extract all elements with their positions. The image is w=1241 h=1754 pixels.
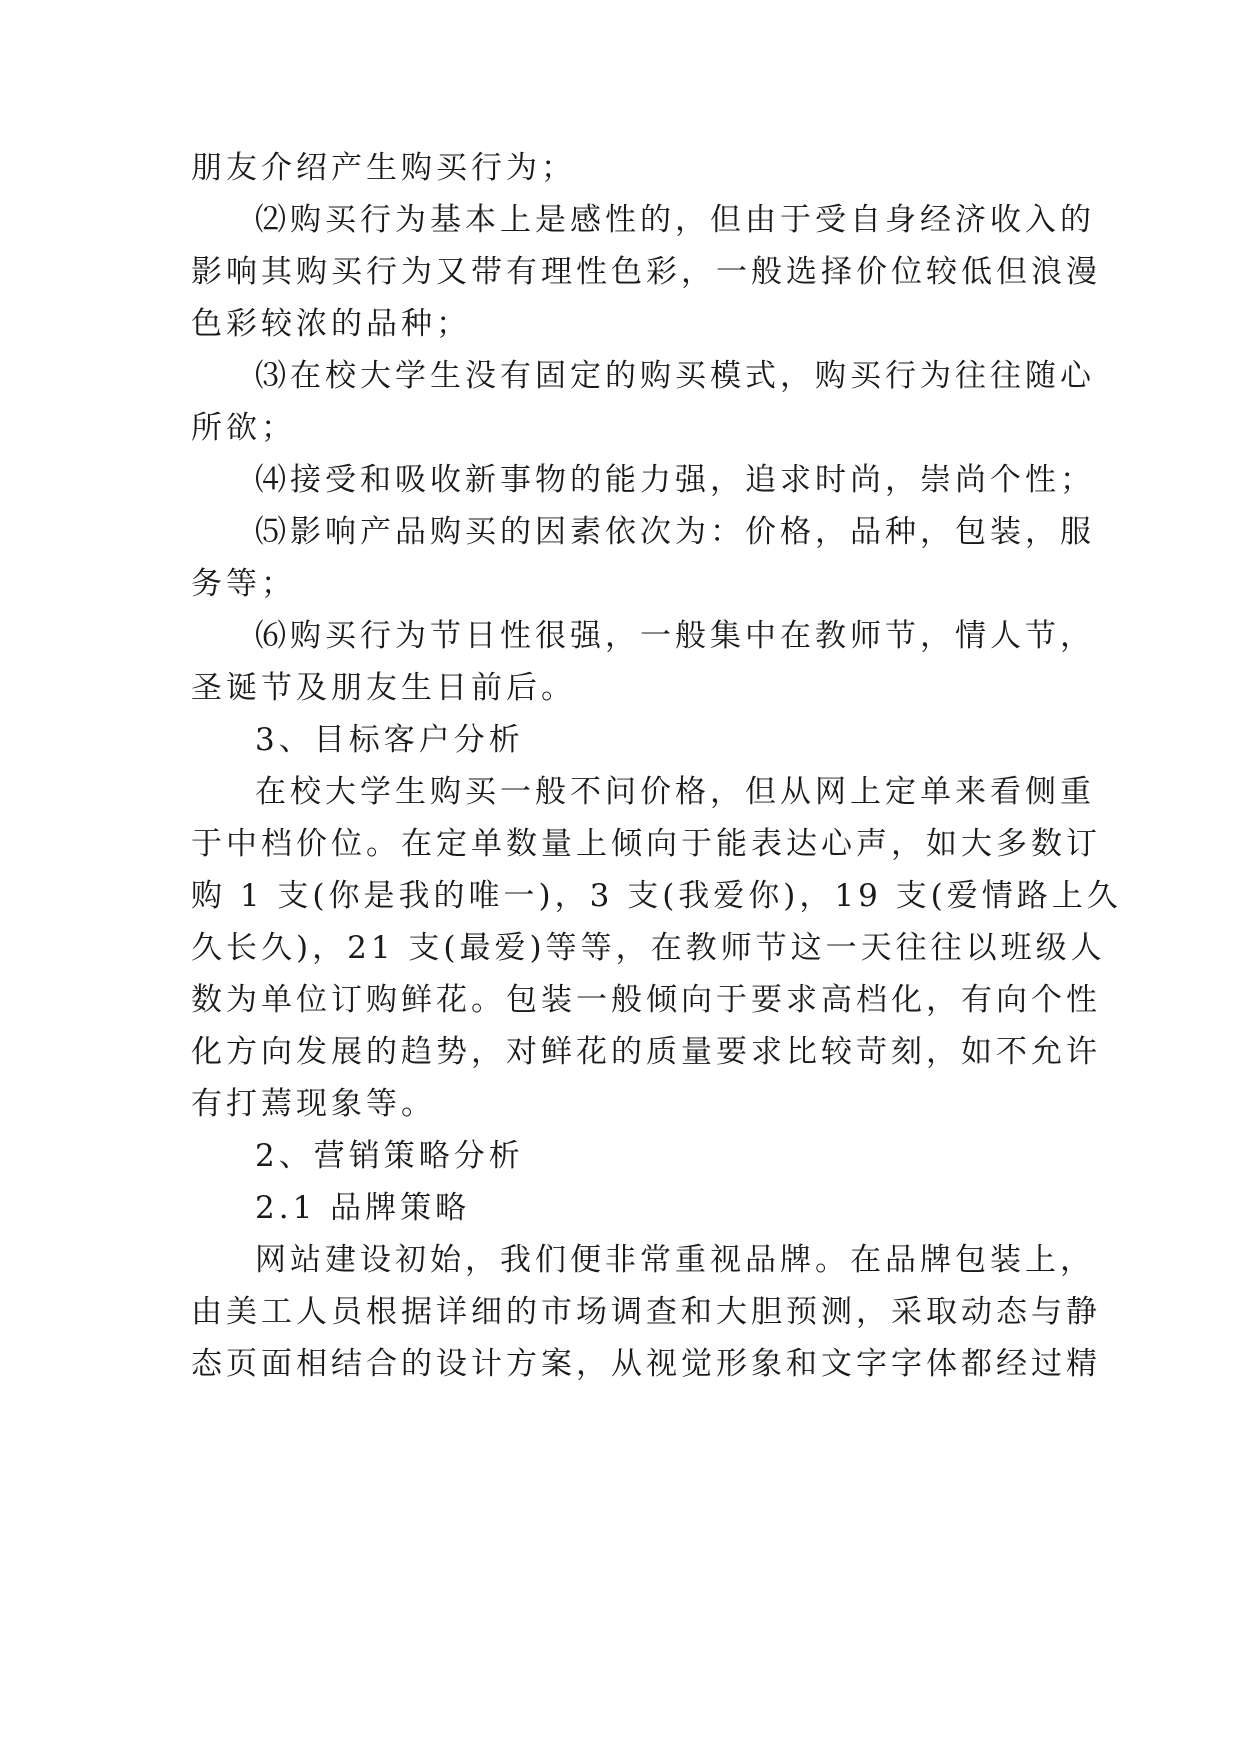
section-heading: 3、目标客户分析 xyxy=(255,722,524,758)
text-line: ⑵购买行为基本上是感性的，但由于受自身经济收入的 xyxy=(255,202,1095,238)
text-line: ⑶在校大学生没有固定的购买模式，购买行为往往随心 xyxy=(255,358,1095,394)
text-line: 数为单位订购鲜花。包装一般倾向于要求高档化，有向个性 xyxy=(191,982,1101,1018)
text-line: 色彩较浓的品种； xyxy=(191,306,471,342)
text-line: 影响其购买行为又带有理性色彩，一般选择价位较低但浪漫 xyxy=(191,254,1101,290)
text-line: 在校大学生购买一般不问价格，但从网上定单来看侧重 xyxy=(255,774,1095,810)
text-line: 务等； xyxy=(191,566,296,602)
text-line: 所欲； xyxy=(191,410,296,446)
text-line: 由美工人员根据详细的市场调查和大胆预测，采取动态与静 xyxy=(191,1294,1101,1330)
text-line: ⑹购买行为节日性很强，一般集中在教师节，情人节， xyxy=(255,618,1095,654)
text-line: 久长久)，21 支(最爱)等等，在教师节这一天往往以班级人 xyxy=(191,930,1106,966)
text-line: 购 1 支(你是我的唯一)，3 支(我爱你)，19 支(爱情路上久 xyxy=(191,878,1122,914)
section-heading: 2、营销策略分析 xyxy=(255,1138,524,1174)
text-line: 态页面相结合的设计方案，从视觉形象和文字字体都经过精 xyxy=(191,1346,1101,1382)
text-line: ⑸影响产品购买的因素依次为：价格，品种，包装，服 xyxy=(255,514,1095,550)
text-line: 网站建设初始，我们便非常重视品牌。在品牌包装上， xyxy=(255,1242,1095,1278)
text-line: 于中档价位。在定单数量上倾向于能表达心声，如大多数订 xyxy=(191,826,1101,862)
text-line: 有打蔫现象等。 xyxy=(191,1086,436,1122)
text-line: 朋友介绍产生购买行为； xyxy=(191,150,576,186)
text-line: 化方向发展的趋势，对鲜花的质量要求比较苛刻，如不允许 xyxy=(191,1034,1101,1070)
subsection-heading: 2.1 品牌策略 xyxy=(255,1190,471,1226)
text-line: 圣诞节及朋友生日前后。 xyxy=(191,670,576,706)
text-line: ⑷接受和吸收新事物的能力强，追求时尚，崇尚个性； xyxy=(255,462,1095,498)
